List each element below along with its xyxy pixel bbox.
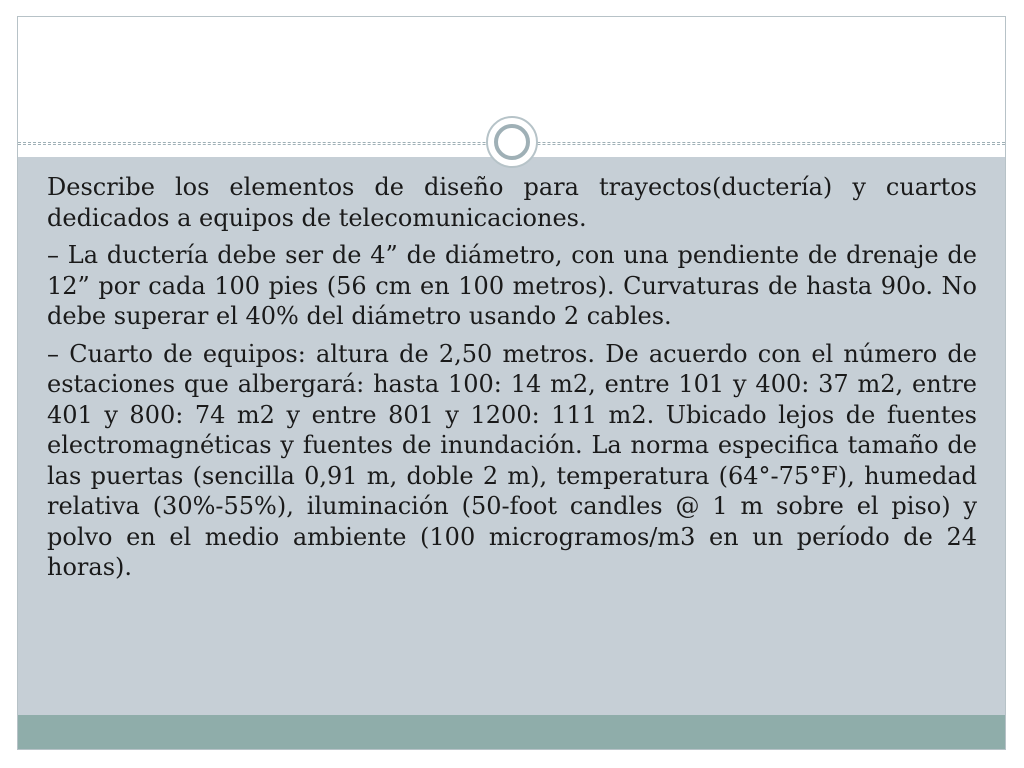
slide [17, 16, 1006, 750]
paragraph-intro: Describe los elementos de diseño para trayectos(ductería) y cuartos dedicados a equipos de telecomunicaciones. [47, 173, 977, 232]
body-text [47, 172, 977, 590]
circle-ornament-icon [486, 116, 538, 168]
paragraph-cuarto-equipos: – Cuarto de equipos: altura de 2,50 metros. De acuerdo con el número de estaciones que albergará: hasta 100: 14 m2, entre 101 y 400: 37 m2, entre 401 y 800: 74 m2 y entre 801 y 1200: 111 m2. Ubicado lejos de fuentes electromagnéticas y fuentes de inundación. La norma especifica tamaño de las puertas (sencilla 0,91 m, doble 2 m), temperatura (64°-75°F), humedad relativa (30%-55%), iluminación (50-foot candles @ 1 m sobre el piso) y polvo en el medio ambiente (100 microgramos/m3 en un período de 24 horas). [47, 339, 977, 581]
paragraph-ducteria: – La ductería debe ser de 4” de diámetro, con una pendiente de drenaje de 12” por cada 100 pies (56 cm en 100 metros). Curvaturas de hasta 90o. No debe superar el 40% del diámetro usando 2 cables. [47, 241, 977, 330]
footer-band [18, 715, 1005, 749]
